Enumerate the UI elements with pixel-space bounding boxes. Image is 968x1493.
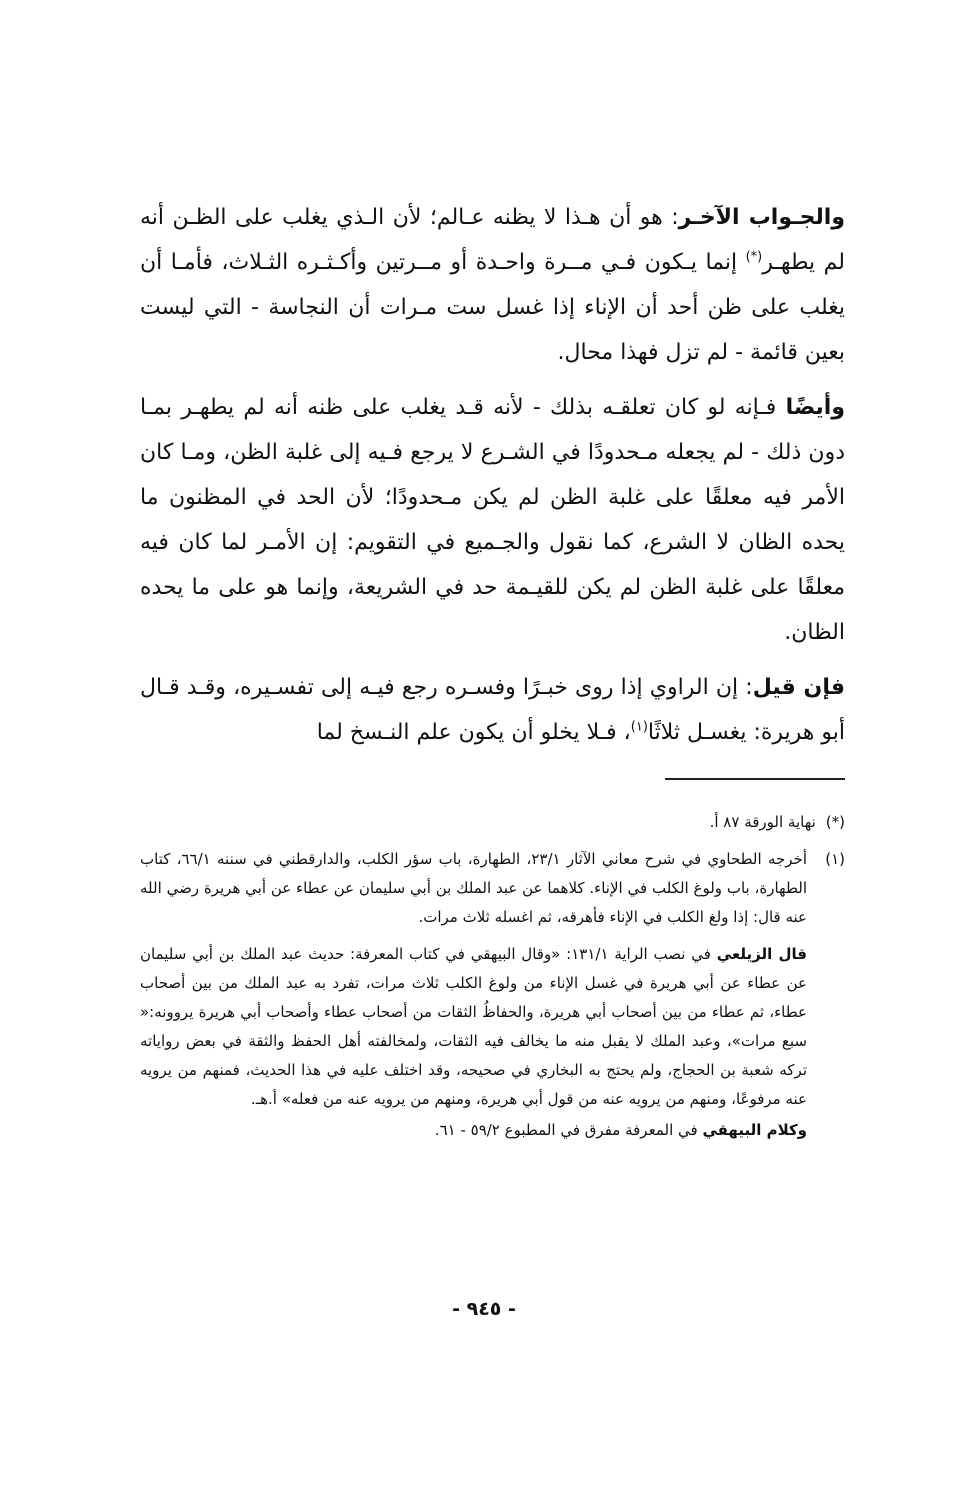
footnotes [140, 808, 845, 1147]
paragraph-2-lead: وأيضًا [785, 395, 845, 420]
footnote-one-bayhaqi-text: في المعرفة مفرق في المطبوع ٥٩/٢ - ٦١. [434, 1121, 703, 1139]
page-number: - ٩٤٥ - [452, 1298, 516, 1320]
paragraph-3 [140, 665, 845, 755]
paragraph-2-text: فـإنه لو كان تعلقـه بذلك - لأنه قـد يغلب على ظنه أنه لم يطهـر بمـا دون ذلك - لم يجعله مـحدودًا في الشـرع لا يرجع فـيه إلى غلبة الظن، ومـا كان الأمر فيه معلقًا على غلبة الظن لم يكن مـحدودًا؛ لأن الحد في المظنون ما يحده الظان لا الشرع، كما نقول والجـميع في التقويم: إن الأمـر لما كان فيه معلقًا على غلبة الظن لم يكن للقيـمة حد في الشريعة، وإنما هو على ما يحده الظان. [140, 395, 845, 645]
paragraph-1-text-a: : هو أن هـذا لا يظنه عـالم؛ لأن الـذي يغلب على الظـن أنه لم يطهـر [140, 205, 846, 275]
footnote-star [140, 808, 845, 837]
footnote-star-text: نهاية الورقة ٨٧ أ. [709, 813, 816, 831]
footnote-star-number: (*) [825, 813, 845, 831]
paragraph-3-lead: فإن قيل [752, 675, 846, 700]
footnote-separator [665, 778, 845, 780]
paragraph-1-text-b: إنما يـكون فـي مــرة واحـدة أو مــرتين وأكـثـره الثـلاث، فأمـا أن يغلب على ظن أحد أن الإناء إذا غسل ست مـرات أن النجاسة - التي ليست بعين قائمة - لم تزل فهذا محال. [140, 250, 845, 365]
paragraph-3-text-a: : إن الراوي إذا روى خبـرًا وفسـره رجع فيـه إلى تفسـيره، وقـد قـال أبو هريرة: يغسـل ثلاثًا [140, 675, 845, 745]
footnote-star-marker: (*) [745, 249, 763, 265]
footnote-one-bayhaqi [140, 1116, 807, 1145]
paragraph-1 [140, 195, 845, 375]
footnote-one-text: أخرجه الطحاوي في شرح معاني الآثار ٢٣/١، الطهارة، باب سؤر الكلب، والدارقطني في سننه ٦٦/١، كتاب الطهارة، باب ولوغ الكلب في الإناء. كلاهما عن عبد الملك بن أبي سليمان عن عطاء عن أبي هريرة رضي الله عنه قال: إذا ولغ الكلب في الإناء فأهرقه، ثم اغسله ثلاث مرات. [140, 850, 807, 926]
footnote-one-marker: (١) [630, 719, 648, 735]
footnote-one-number: (١) [825, 850, 845, 868]
footnote-one-zaylai-text: في نصب الراية ١٣١/١: «وقال البيهقي في كتاب المعرفة: حديث عبد الملك بن أبي سليمان عن عطاء عن أبي هريرة في غسل الإناء من ولوغ الكلب ثلاث مرات، تفرد به عبد الملك من بين أصحاب عطاء، ثم عطاء من بين أصحاب أبي هريرة، والحفاظُ الثقات من أصحاب عطاء وأصحاب أبي هريرة يروونه:« سبع مرات»، وعبد الملك لا يقبل منه ما يخالف فيه الثقات، ولمخالفته أهل الحفظ والثقة في بعض رواياته تركه شعبة بن الحجاج، ولم يحتج به البخاري في صحيحه، وقد اختلف عليه في هذا الحديث، فمنهم من يرويه عنه مرفوعًا، ومنهم من يرويه عنه من قول أبي هريرة، ومنهم من يرويه عنه من فعله» أ.هـ. [140, 945, 807, 1108]
footnote-one [140, 845, 845, 932]
main-text [140, 195, 845, 765]
footnote-one-zaylai [140, 940, 807, 1114]
footnote-one-zaylai-lead: قال الزيلعي [716, 945, 807, 963]
footnote-one-bayhaqi-lead: وكلام البيهقي [702, 1121, 807, 1139]
paragraph-1-lead: والجـواب الآخـر [678, 205, 845, 230]
paragraph-2 [140, 385, 845, 655]
paragraph-3-text-b: ، فـلا يخلو أن يكون علم النـسخ لما [316, 720, 631, 745]
